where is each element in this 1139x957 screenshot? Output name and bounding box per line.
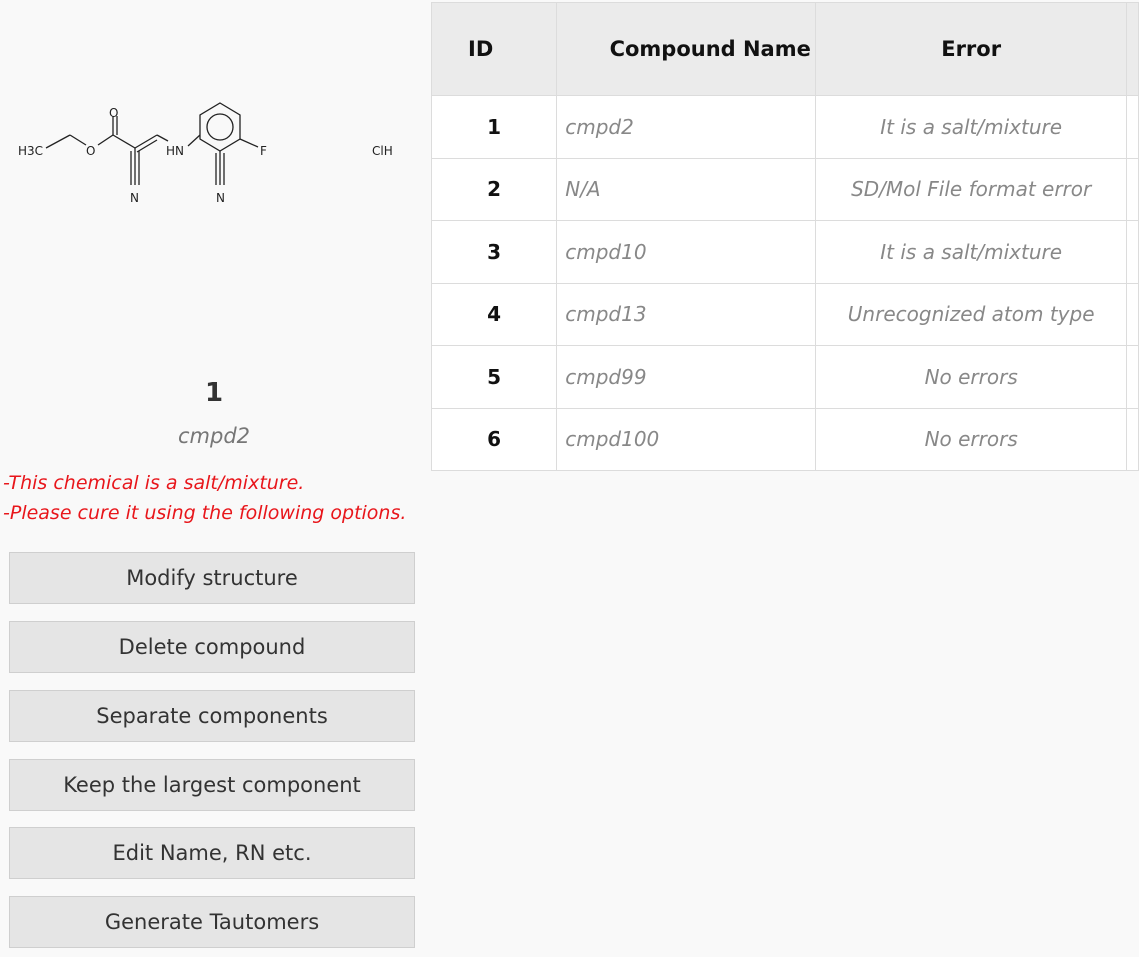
atom-nitrile-n1: N [130, 191, 139, 205]
table-row[interactable] [432, 408, 1139, 471]
separate-components-button[interactable]: Separate components [9, 690, 415, 742]
cell-overflow [1127, 221, 1139, 284]
column-header-compound-name[interactable]: Compound Name [557, 3, 816, 96]
cell-id: 4 [432, 283, 557, 346]
table-row[interactable] [432, 346, 1139, 409]
atom-nh: HN [166, 144, 184, 158]
selected-compound-id: 1 [204, 378, 224, 408]
cell-error: No errors [816, 346, 1127, 409]
cell-overflow [1127, 96, 1139, 159]
table-row[interactable] [432, 158, 1139, 221]
cell-error: SD/Mol File format error [816, 158, 1127, 221]
cell-overflow [1127, 346, 1139, 409]
cell-overflow [1127, 283, 1139, 346]
error-message-salt: -This chemical is a salt/mixture. [3, 472, 305, 494]
error-message-cure: -Please cure it using the following options. [3, 502, 407, 524]
atom-carbonyl-o: O [109, 106, 119, 120]
cell-overflow [1127, 408, 1139, 471]
atom-ch3: H3C [18, 144, 44, 158]
cell-compound-name: N/A [557, 158, 816, 221]
table-row[interactable] [432, 96, 1139, 159]
cell-compound-name: cmpd10 [557, 221, 816, 284]
atom-nitrile-n2: N [216, 191, 225, 205]
cell-compound-name: cmpd100 [557, 408, 816, 471]
keep-largest-component-button[interactable]: Keep the largest component [9, 759, 415, 811]
atom-ester-o: O [86, 144, 96, 158]
table-header-row [432, 3, 1139, 96]
column-header-error[interactable]: Error [816, 3, 1127, 96]
cell-id: 2 [432, 158, 557, 221]
atom-hcl: ClH [372, 144, 393, 158]
compound-detail-panel [0, 0, 430, 957]
column-header-id[interactable]: ID [432, 3, 557, 96]
structure-drawing [0, 85, 420, 219]
cell-id: 1 [432, 96, 557, 159]
cell-overflow [1127, 158, 1139, 221]
cell-id: 6 [432, 408, 557, 471]
compound-error-table [431, 2, 1139, 471]
cell-error: No errors [816, 408, 1127, 471]
modify-structure-button[interactable]: Modify structure [9, 552, 415, 604]
generate-tautomers-button[interactable]: Generate Tautomers [9, 896, 415, 948]
cell-compound-name: cmpd99 [557, 346, 816, 409]
cell-error: It is a salt/mixture [816, 221, 1127, 284]
cell-error: Unrecognized atom type [816, 283, 1127, 346]
cell-id: 3 [432, 221, 557, 284]
column-header-overflow [1127, 3, 1139, 96]
cell-compound-name: cmpd13 [557, 283, 816, 346]
atom-f: F [260, 144, 267, 158]
table-row[interactable] [432, 283, 1139, 346]
cell-error: It is a salt/mixture [816, 96, 1127, 159]
table-row[interactable] [432, 221, 1139, 284]
cell-compound-name: cmpd2 [557, 96, 816, 159]
delete-compound-button[interactable]: Delete compound [9, 621, 415, 673]
edit-name-rn-button[interactable]: Edit Name, RN etc. [9, 827, 415, 879]
selected-compound-name: cmpd2 [177, 424, 251, 448]
cell-id: 5 [432, 346, 557, 409]
